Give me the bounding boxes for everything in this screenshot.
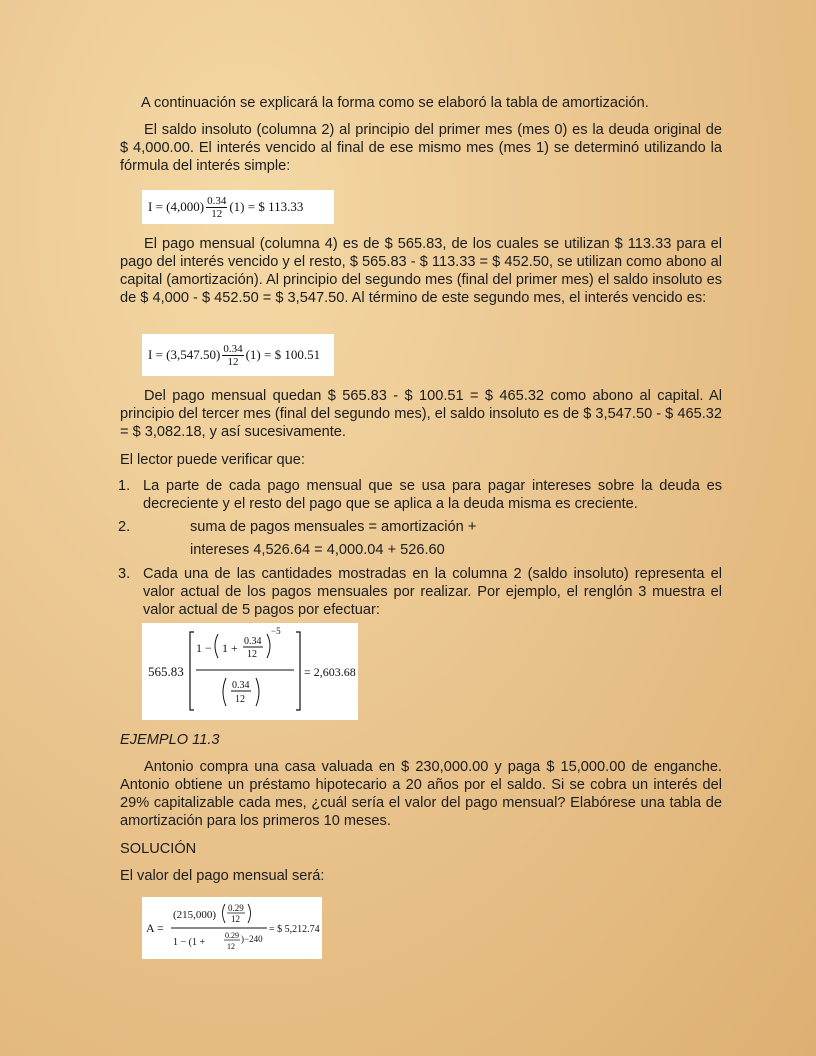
formula-rate-den: 12	[231, 914, 240, 924]
intro-paragraph: A continuación se explicará la forma como se elaboró la tabla de amortización.	[141, 95, 649, 111]
formula-one-plus: 1 +	[222, 641, 238, 655]
solution-text: El valor del pago mensual será:	[120, 868, 325, 884]
formula-rest: (1) = $ 100.51	[245, 347, 321, 362]
paragraph-lector-verificar: El lector puede verificar que:	[120, 452, 305, 468]
formula-den-num: 0.34	[232, 680, 250, 691]
list-item-number: 1.	[118, 478, 131, 494]
formula-den-rate-den: 12	[227, 942, 235, 951]
formula-den-den: 12	[235, 694, 245, 705]
formula-principal: (215,000)	[173, 909, 217, 921]
solution-label: SOLUCIÓN	[120, 841, 197, 857]
formula-one-minus: 1 −	[196, 641, 212, 655]
list-item-text-continuation: intereses 4,526.64 = 4,000.04 + 526.60	[190, 542, 445, 558]
formula-lhs: I = (4,000)	[148, 199, 205, 214]
paragraph-pago-mensual: El pago mensual (columna 4) es de $ 565.83, de los cuales se utilizan $ 113.33 para el pago del interés vencido y el resto, $ 565.83 - $ 113.33 = $ 452.50, se utilizan como abono al capital (amortización). Al principio del segundo mes (final del primer mes) el saldo insoluto es de $ 4,000 - $ 452.50 = $ 3,547.50. Al término de este segundo mes, el interés vencido es:	[120, 236, 722, 306]
formula-den-rate-num: 0.29	[225, 931, 239, 940]
formula-result: = 2,603.68	[304, 665, 356, 679]
formula-coefficient: 565.83	[148, 664, 184, 679]
formula-valor-actual-graphic	[146, 624, 356, 719]
formula-interes-mes1	[142, 190, 334, 224]
paragraph-saldo-insoluto: El saldo insoluto (columna 2) al principio del primer mes (mes 0) es la deuda original de $ 4,000.00. El interés vencido al final de ese mismo mes (mes 1) se determinó utilizando la fórmula del interés simple:	[120, 122, 722, 174]
formula-pago-mensual-graphic	[145, 898, 321, 958]
list-item-text: Cada una de las cantidades mostradas en la columna 2 (saldo insoluto) representa el valor actual de los pagos mensuales por realizar. Por ejemplo, el renglón 3 muestra el valor actual de 5 pagos por efectuar:	[143, 566, 722, 618]
formula-lhs: I = (3,547.50)	[148, 347, 221, 362]
list-item-number: 3.	[118, 566, 131, 582]
formula-rate-den: 12	[247, 649, 257, 660]
formula-denominator: 1 − (1 +	[173, 937, 206, 948]
formula-exponent: −5	[271, 626, 281, 636]
example-text: Antonio compra una casa valuada en $ 230,000.00 y paga $ 15,000.00 de enganche. Antonio obtiene un préstamo hipotecario a 20 años por el saldo. Si se cobra un interés del 29% capitalizable cada mes, ¿cuál sería el valor del pago mensual? Elabórese una tabla de amortización para los primeros 10 meses.	[120, 759, 722, 829]
formula-pago-mensual	[142, 897, 322, 959]
formula-valor-actual	[142, 623, 358, 720]
formula-exponent: )−240	[241, 934, 263, 944]
formula-result: = $ 5,212.74	[269, 924, 320, 935]
example-heading: EJEMPLO 11.3	[120, 732, 220, 748]
formula-rest: (1) = $ 113.33	[229, 199, 304, 214]
formula-lhs: A =	[146, 921, 164, 935]
paragraph-abono-capital: Del pago mensual quedan $ 565.83 - $ 100.51 = $ 465.32 como abono al capital. Al principio del tercer mes (final del segundo mes), el saldo insoluto es de $ 3,547.50 - $ 465.32 = $ 3,082.18, y así sucesivamente.	[120, 388, 722, 440]
formula-rate-num: 0.29	[228, 903, 244, 913]
formula-fraction: $\frac{0.34}{12}$	[207, 194, 227, 220]
list-item-text: La parte de cada pago mensual que se usa para pagar intereses sobre la deuda es decreciente y el resto del pago que se aplica a la deuda misma es creciente.	[143, 478, 722, 512]
formula-rate-num: 0.34	[244, 636, 262, 647]
formula-interes-mes2	[142, 334, 334, 376]
list-item-text: suma de pagos mensuales = amortización +	[190, 519, 477, 535]
formula-fraction: $\frac{0.34}{12}$	[223, 342, 243, 368]
list-item-number: 2.	[118, 519, 131, 535]
